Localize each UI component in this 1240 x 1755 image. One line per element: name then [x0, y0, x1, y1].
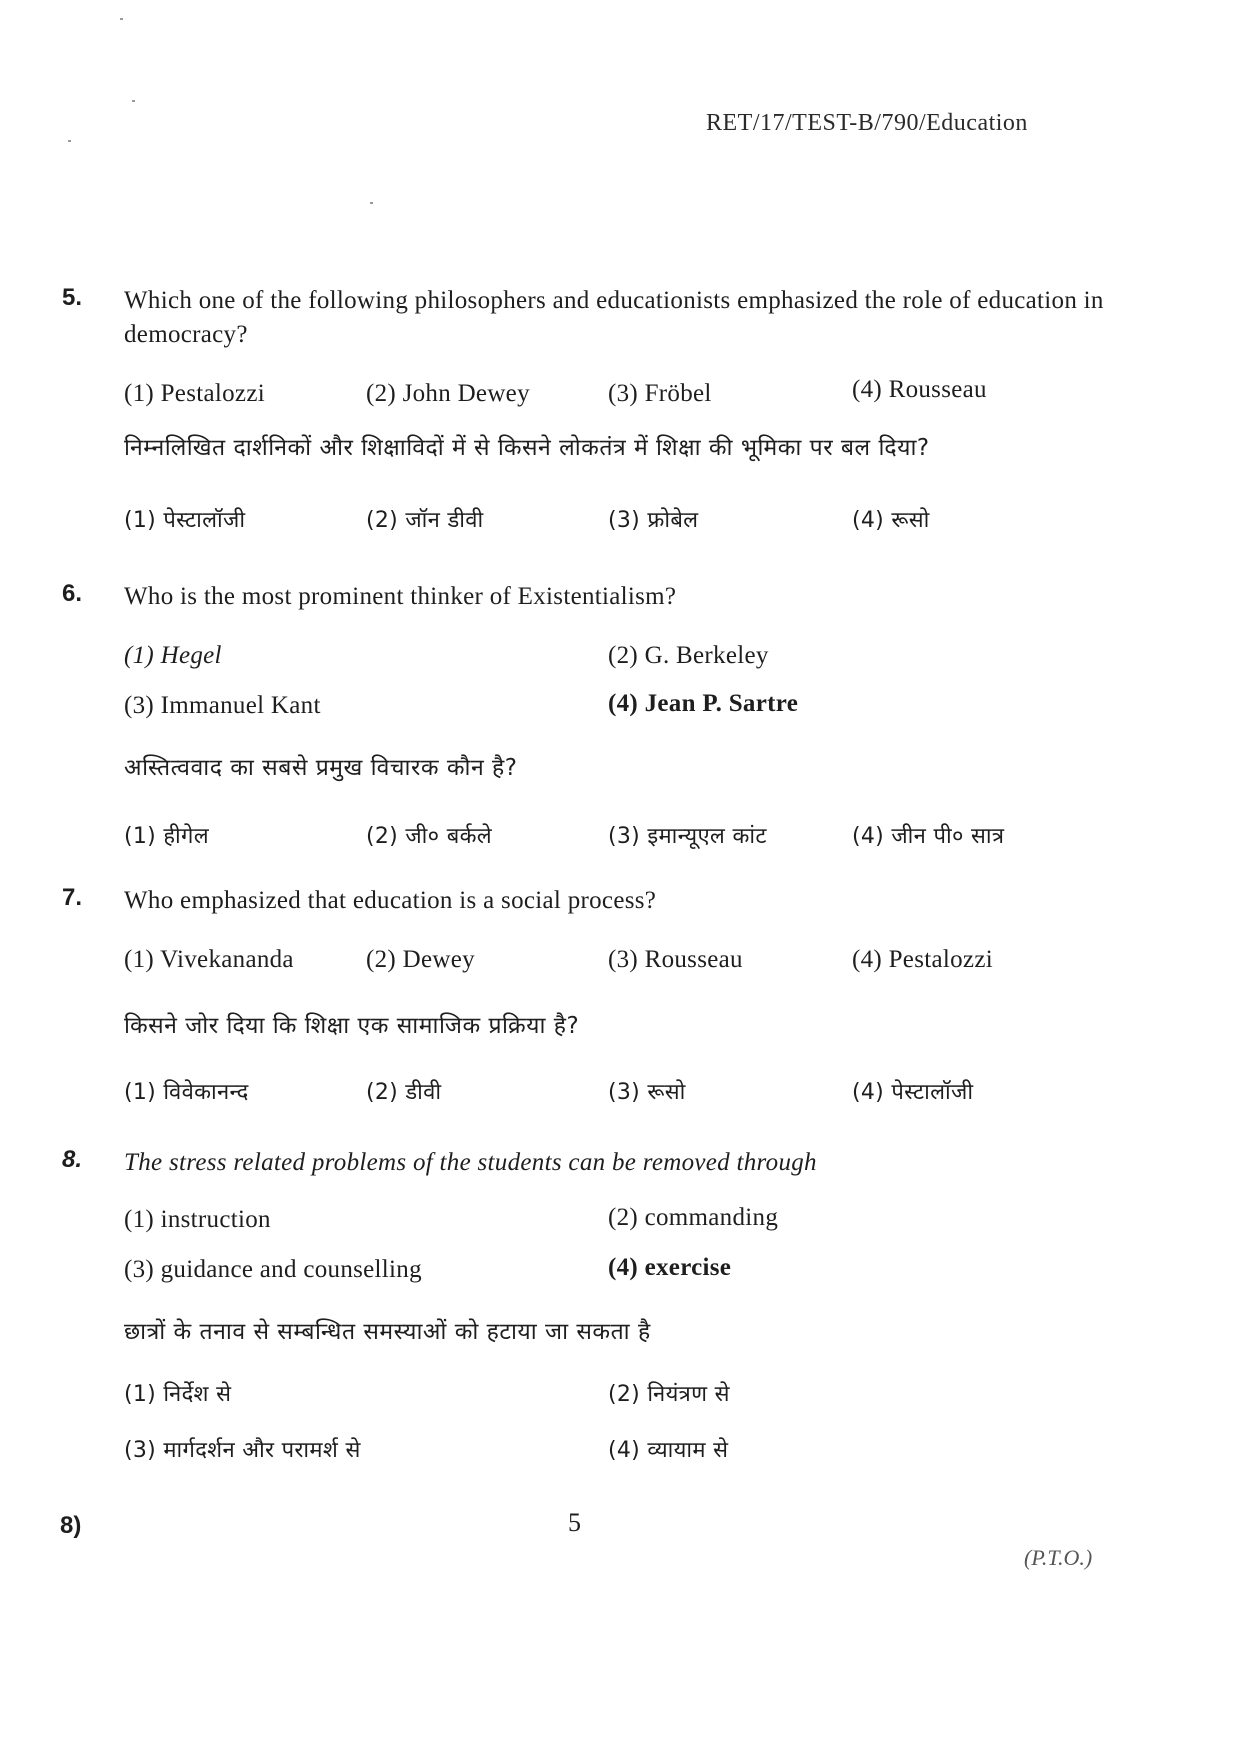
- option-4-hindi: (4) जीन पी० सात्र: [852, 824, 1005, 849]
- sheet-id: 8): [60, 1512, 82, 1539]
- option-4: (4) Pestalozzi: [852, 946, 993, 973]
- option-4: (4) exercise: [608, 1254, 732, 1281]
- question-number: 5.: [62, 284, 83, 311]
- question-number: 6.: [62, 580, 83, 607]
- question-number: 8.: [62, 1146, 83, 1173]
- option-1: (1) Hegel: [124, 642, 222, 669]
- option-2: (2) Dewey: [366, 946, 475, 973]
- option-3: (3) Fröbel: [608, 380, 712, 407]
- question-text: Which one of the following philosophers and educationists emphasized the role of education in democracy?: [124, 287, 1104, 348]
- scan-speck: [120, 18, 123, 20]
- option-2: (2) commanding: [608, 1204, 779, 1231]
- scan-speck: [68, 140, 71, 142]
- option-1-hindi: (1) निर्देश से: [124, 1382, 232, 1407]
- option-3-hindi: (3) फ्रोबेल: [608, 508, 699, 533]
- option-1-hindi: (1) विवेकानन्द: [124, 1080, 249, 1105]
- paper-code: RET/17/TEST-B/790/Education: [706, 110, 1028, 136]
- question-text-hindi: छात्रों के तनाव से सम्बन्धित समस्याओं को हटाया जा सकता है: [124, 1319, 651, 1345]
- option-4-hindi: (4) व्यायाम से: [608, 1438, 729, 1463]
- option-1: (1) instruction: [124, 1206, 271, 1233]
- option-4-hindi: (4) पेस्टालॉजी: [852, 1080, 974, 1105]
- option-4-hindi: (4) रूसो: [852, 508, 930, 533]
- question-text: The stress related problems of the students can be removed through: [124, 1149, 817, 1176]
- option-1: (1) Pestalozzi: [124, 380, 265, 407]
- question-text: Who emphasized that education is a social process?: [124, 887, 657, 914]
- option-1-hindi: (1) हीगेल: [124, 824, 209, 849]
- page-number: 5: [568, 1508, 581, 1537]
- option-1-hindi: (1) पेस्टालॉजी: [124, 508, 246, 533]
- scan-speck: [132, 100, 135, 102]
- option-4: (4) Jean P. Sartre: [608, 690, 799, 717]
- option-1: (1) Vivekananda: [124, 946, 294, 973]
- option-2-hindi: (2) डीवी: [366, 1080, 442, 1105]
- option-3: (3) Immanuel Kant: [124, 692, 321, 719]
- option-2: (2) John Dewey: [366, 380, 530, 407]
- option-3: (3) Rousseau: [608, 946, 743, 973]
- scan-speck: [370, 202, 373, 204]
- question-text-hindi: किसने जोर दिया कि शिक्षा एक सामाजिक प्रक्रिया है?: [124, 1013, 580, 1039]
- option-2-hindi: (2) जी० बर्कले: [366, 824, 492, 849]
- option-3-hindi: (3) मार्गदर्शन और परामर्श से: [124, 1438, 361, 1463]
- question-number: 7.: [62, 884, 83, 911]
- option-4: (4) Rousseau: [852, 376, 987, 403]
- question-text: Who is the most prominent thinker of Existentialism?: [124, 583, 677, 610]
- option-3-hindi: (3) रूसो: [608, 1080, 686, 1105]
- question-text-hindi: अस्तित्ववाद का सबसे प्रमुख विचारक कौन है?: [124, 755, 518, 781]
- option-2-hindi: (2) जॉन डीवी: [366, 508, 484, 533]
- question-text-hindi: निम्नलिखित दार्शनिकों और शिक्षाविदों में से किसने लोकतंत्र में शिक्षा की भूमिका पर बल दिया?: [124, 435, 930, 461]
- pto-label: (P.T.O.): [1024, 1545, 1093, 1570]
- option-3: (3) guidance and counselling: [124, 1256, 422, 1283]
- option-3-hindi: (3) इमान्यूएल कांट: [608, 824, 767, 849]
- option-2: (2) G. Berkeley: [608, 642, 769, 669]
- option-2-hindi: (2) नियंत्रण से: [608, 1382, 730, 1407]
